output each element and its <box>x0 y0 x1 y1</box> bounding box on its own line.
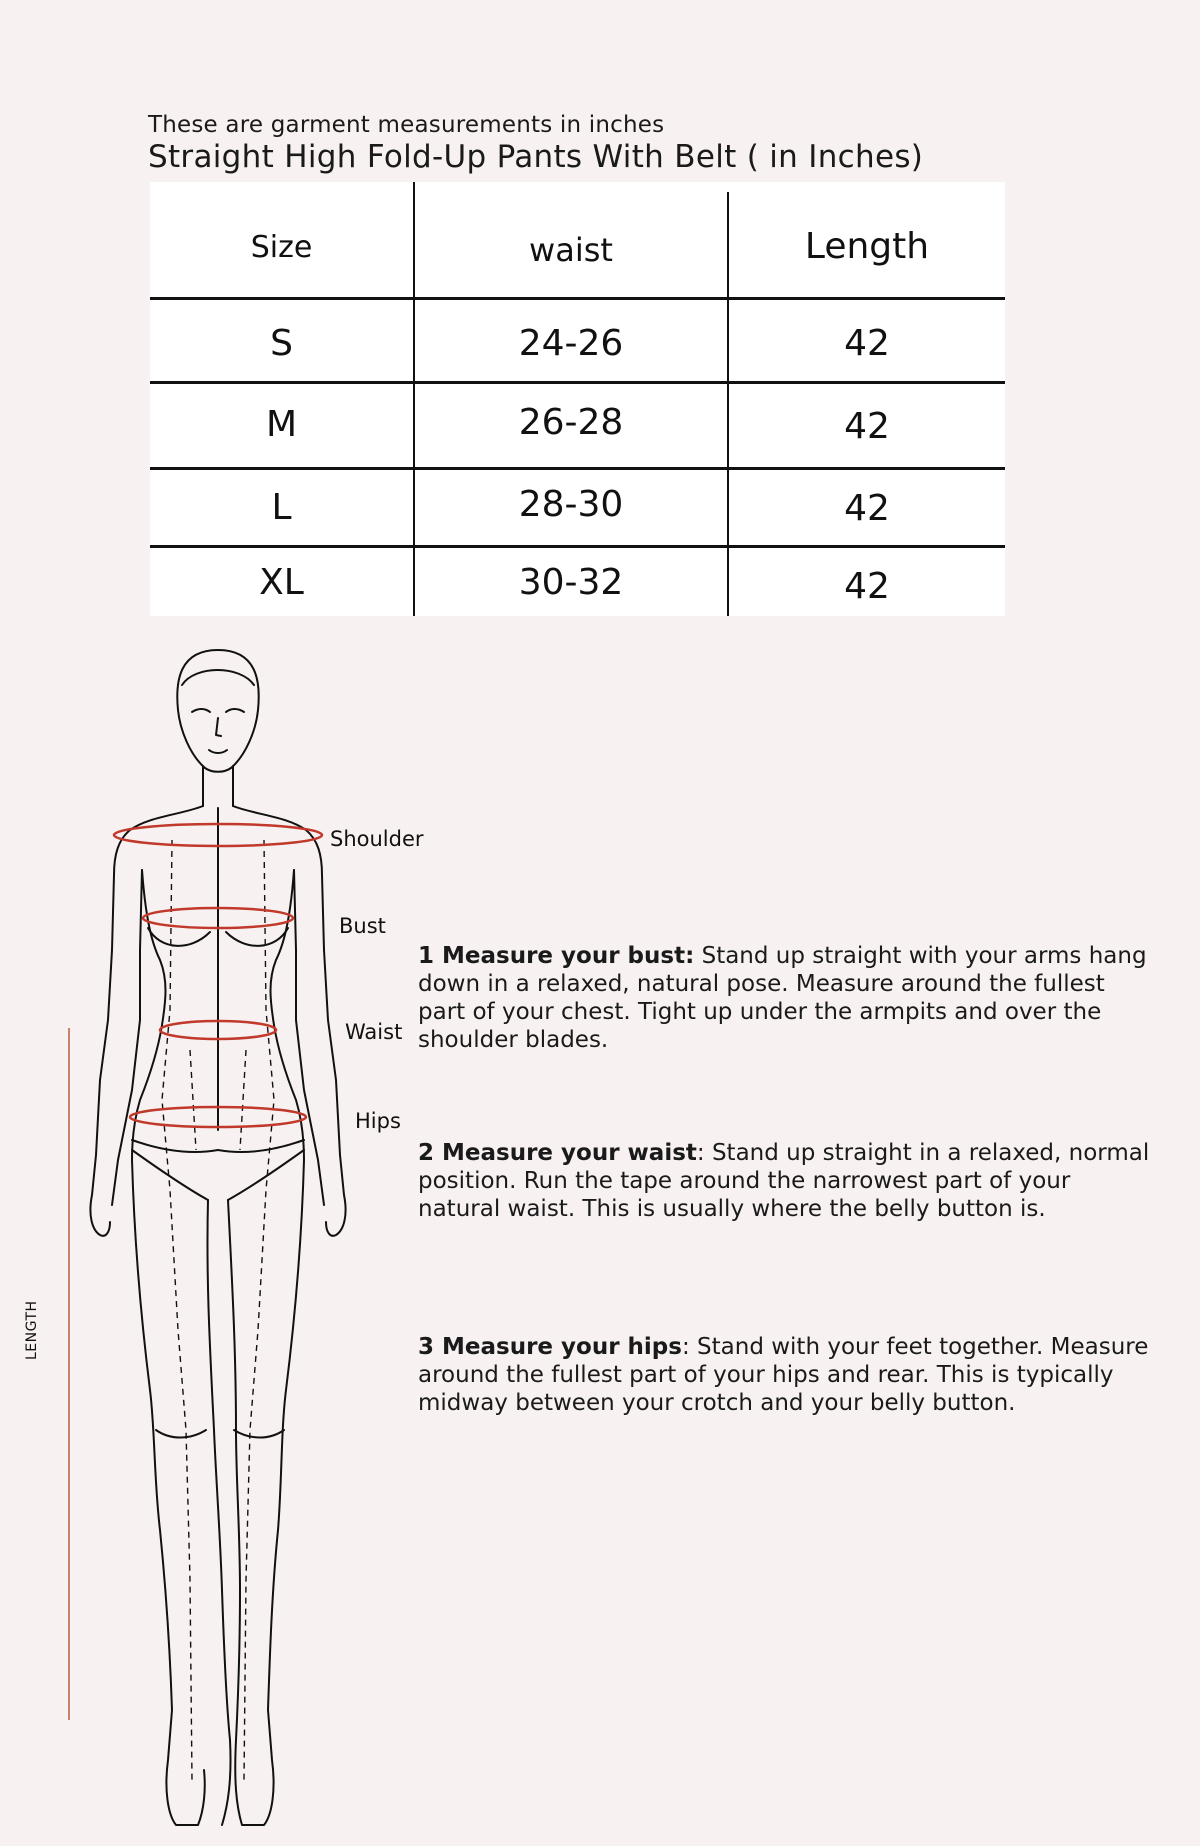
hips-label: Hips <box>355 1109 401 1133</box>
table-row-rule <box>150 467 1005 470</box>
table-cell-size: S <box>270 322 293 364</box>
table-cell-size: XL <box>259 561 304 603</box>
table-cell-waist: 26-28 <box>518 401 624 443</box>
length-measure-line <box>68 1028 70 1720</box>
table-cell-size: L <box>271 486 292 528</box>
instruction-text: : Stand up straight in a relaxed, normal position. Run the tape around the narrowest part of your natural waist. This is usually where the belly button is. <box>418 1140 1150 1222</box>
page-subtitle: These are garment measurements in inches <box>148 112 665 138</box>
table-header-length: Length <box>804 225 930 267</box>
table-cell-waist: 30-32 <box>518 561 624 603</box>
table-cell-waist: 28-30 <box>518 483 624 525</box>
instruction-hips <box>418 1333 1158 1417</box>
size-chart-table <box>150 182 1005 616</box>
instruction-heading: 2 Measure your waist <box>418 1140 697 1166</box>
table-header-waist: waist <box>529 231 613 269</box>
bust-label: Bust <box>339 914 386 938</box>
table-header-rule <box>150 297 1005 300</box>
table-cell-waist: 24-26 <box>518 322 624 364</box>
instruction-text: Stand up straight with your arms hang down in a relaxed, natural pose. Measure around the fullest part of your chest. Tight up under the armpits and over the shoulder blades. <box>418 943 1147 1053</box>
table-cell-length: 42 <box>844 487 890 529</box>
instruction-bust <box>418 942 1158 1054</box>
instruction-heading: 3 Measure your hips <box>418 1334 682 1360</box>
length-label: LENGTH <box>24 1300 40 1360</box>
table-row-rule <box>150 545 1005 548</box>
table-cell-length: 42 <box>844 322 890 364</box>
body-measurement-figure <box>0 630 420 1846</box>
table-row-rule <box>150 381 1005 384</box>
page-title: Straight High Fold-Up Pants With Belt ( in Inches) <box>148 139 924 175</box>
table-cell-length: 42 <box>844 405 890 447</box>
table-header-size: Size <box>250 229 313 265</box>
instruction-text: : Stand with your feet together. Measure around the fullest part of your hips and rear. This is typically midway between your crotch and your belly button. <box>418 1334 1149 1416</box>
instruction-heading: 1 Measure your bust: <box>418 943 695 969</box>
shoulder-label: Shoulder <box>330 827 424 851</box>
instruction-waist <box>418 1139 1158 1223</box>
waist-label: Waist <box>345 1020 403 1044</box>
table-cell-size: M <box>265 403 298 445</box>
table-cell-length: 42 <box>844 565 890 607</box>
